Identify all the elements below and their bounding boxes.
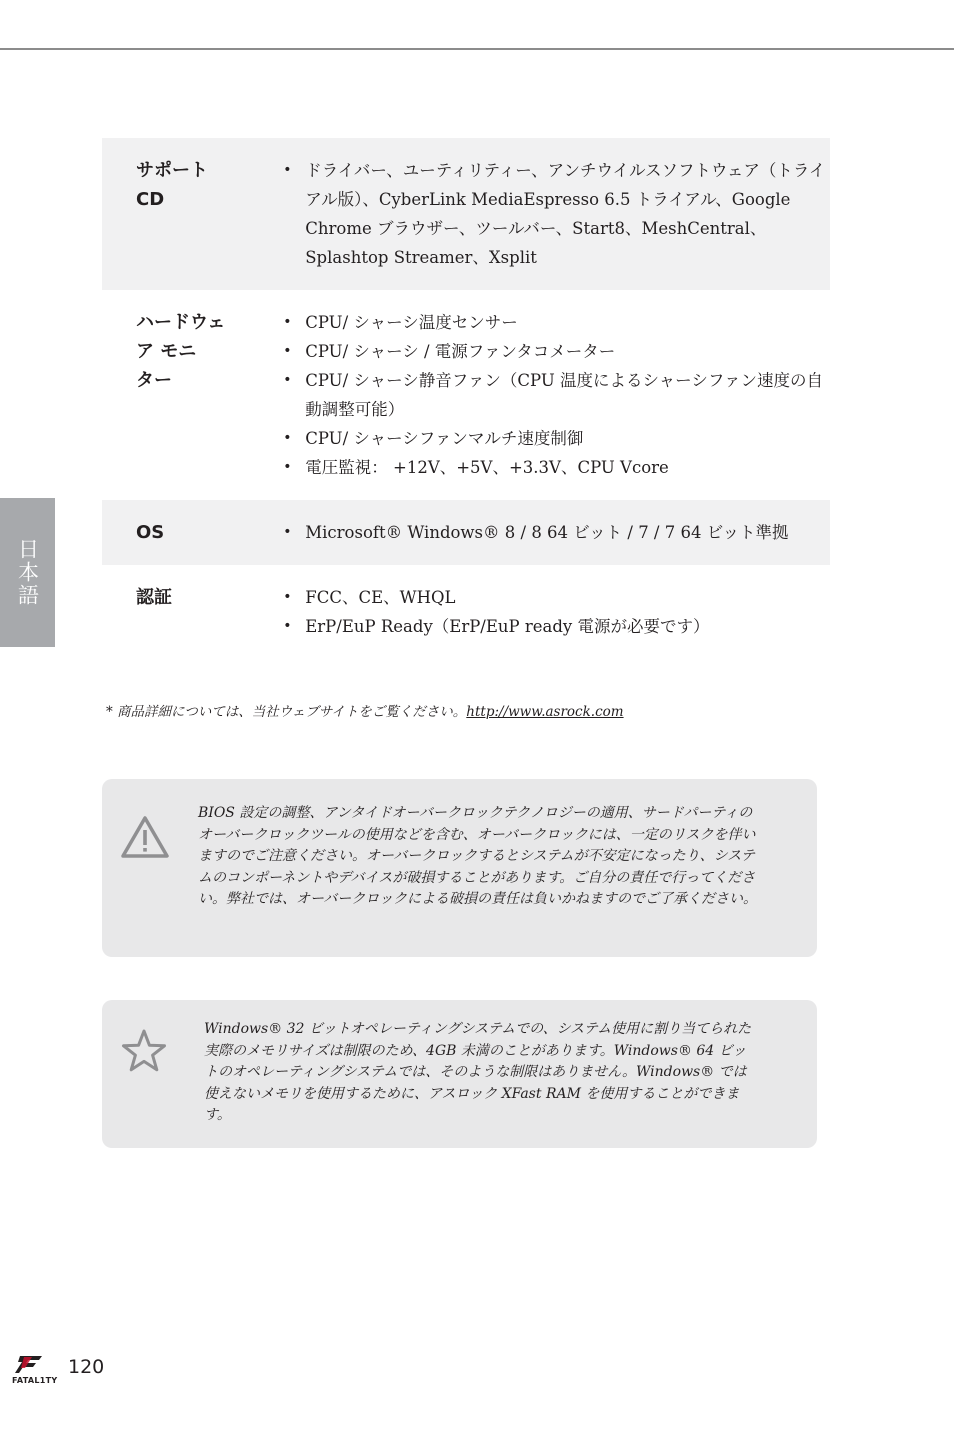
spec-item: • CPU/ シャーシ静音ファン（CPU 温度によるシャーシファン速度の自動調整可能） bbox=[283, 366, 830, 424]
fatal1ty-logo-icon bbox=[12, 1354, 46, 1374]
spec-item: • 電圧監視： +12V、+5V、+3.3V、CPU Vcore bbox=[283, 453, 830, 482]
footer-brand: FATAL1TY bbox=[12, 1376, 58, 1385]
fatal1ty-logo bbox=[12, 1354, 62, 1390]
website-link[interactable]: http://www.asrock.com bbox=[466, 704, 624, 720]
tip-text: Windows® 32 ビットオペレーティングシステムでの、システム使用に割り当てられた実際のメモリサイズは制限のため、4GB 未満のことがあります。Windows® 64 ビットのオペレーティングシステムでは、そのような制限はありません。Windows® では使えないメモリを使用するために、アスロック XFast RAM を使用することができます。 bbox=[204, 1021, 752, 1124]
footnote-text: * 商品詳細については、当社ウェブサイトをご覧ください。 bbox=[106, 704, 467, 720]
page-number: 120 bbox=[68, 1356, 105, 1378]
spec-item: • Microsoft® Windows® 8 / 8 64 ビット / 7 / 7 64 ビット準拠 bbox=[283, 518, 830, 547]
spec-item: • ErP/EuP Ready（ErP/EuP ready 電源が必要です） bbox=[283, 612, 830, 641]
spec-row-certifications bbox=[102, 565, 830, 659]
spec-row-hardware-monitor bbox=[102, 290, 830, 500]
spec-list bbox=[249, 308, 830, 482]
spec-list bbox=[249, 156, 830, 272]
spec-list bbox=[249, 518, 830, 547]
spec-label: ハードウェ ア モニ ター bbox=[136, 312, 226, 391]
spec-list bbox=[249, 583, 830, 641]
spec-item: • FCC、CE、WHQL bbox=[283, 583, 830, 612]
spec-table bbox=[102, 138, 830, 659]
spec-row-support-cd bbox=[102, 138, 830, 290]
spec-item: • ドライバー、ユーティリティー、アンチウイルスソフトウェア（トライアル版）、CyberLink MediaEspresso 6.5 トライアル、Google Chrome ブラウザー、ツールバー、Start8、MeshCentral、Splashtop Streamer、Xsplit bbox=[283, 156, 830, 272]
top-rule bbox=[0, 48, 954, 50]
spec-item: • CPU/ シャーシ / 電源ファンタコメーター bbox=[283, 337, 830, 366]
spec-label: サポート CD bbox=[136, 160, 208, 210]
spec-item: • CPU/ シャーシファンマルチ速度制御 bbox=[283, 424, 830, 453]
spec-row-os bbox=[102, 500, 830, 565]
caution-text: BIOS 設定の調整、アンタイドオーバークロックテクノロジーの適用、サードパーティのオーバークロックツールの使用などを含む、オーバークロックには、一定のリスクを伴いますのでご注意ください。オーバークロックするとシステムが不安定になったり、システムのコンポーネントやデバイスが破損することがあります。ご自分の責任で行ってください。弊社では、オーバークロックによる破損の責任は負いかねますのでご了承ください。 bbox=[198, 805, 758, 908]
star-icon bbox=[120, 1028, 168, 1078]
footnote bbox=[106, 700, 806, 720]
tip-note bbox=[102, 1000, 817, 1148]
language-tab bbox=[0, 498, 55, 647]
language-tab-label: 日本語 bbox=[15, 538, 40, 607]
caution-note bbox=[102, 779, 817, 957]
warning-triangle-icon bbox=[120, 815, 170, 863]
spec-label: OS bbox=[136, 522, 165, 543]
spec-label: 認証 bbox=[136, 587, 172, 608]
spec-item: • CPU/ シャーシ温度センサー bbox=[283, 308, 830, 337]
